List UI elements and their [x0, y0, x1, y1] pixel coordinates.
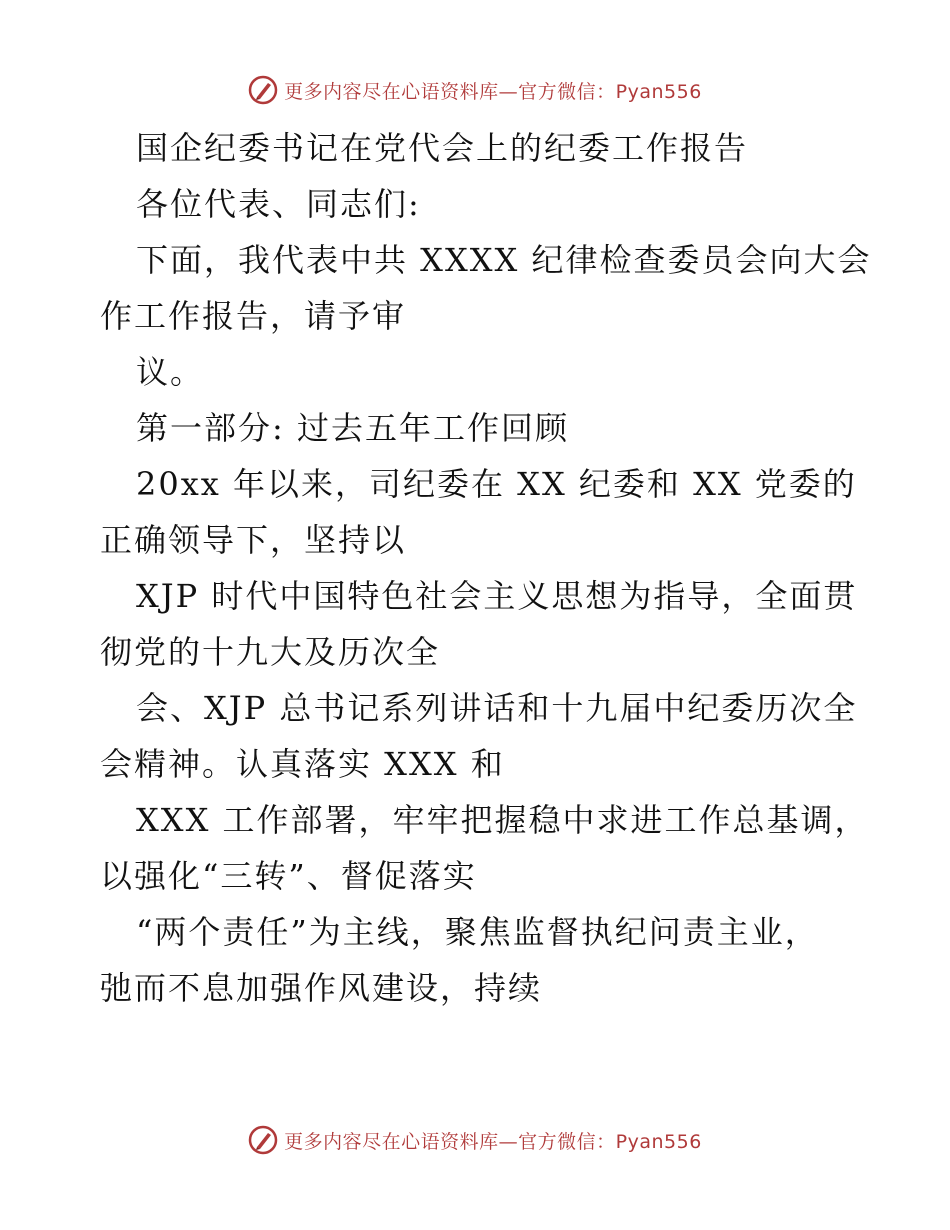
banner-text [284, 77, 702, 104]
doc-line: 会、XJP 总书记系列讲话和十九届中纪委历次全 [136, 689, 858, 727]
doc-line: 国企纪委书记在党代会上的纪委工作报告 [136, 129, 749, 167]
banner-separator: — [498, 1130, 519, 1153]
banner-title: 更多内容尽在心语资料库 [284, 1130, 499, 1153]
banner-separator: — [498, 80, 519, 103]
footer-banner [0, 1120, 950, 1160]
pen-logo-icon [248, 1125, 278, 1155]
pen-logo-icon [248, 75, 278, 105]
doc-line: 以强化“三转”、督促落实 [100, 857, 477, 895]
doc-line: 正确领导下，坚持以 [100, 521, 407, 559]
doc-line: XXX 工作部署，牢牢把握稳中求进工作总基调， [136, 801, 869, 839]
banner-text [284, 1127, 702, 1154]
doc-line: 20xx 年以来，司纪委在 XX 纪委和 XX 党委的 [136, 465, 857, 503]
doc-line: 会精神。认真落实 XXX 和 [100, 745, 505, 783]
banner-title: 更多内容尽在心语资料库 [284, 80, 499, 103]
banner-wechat: 官方微信：Pyan556 [518, 80, 702, 103]
doc-line: “两个责任”为主线，聚焦监督执纪问责主业， [136, 913, 819, 951]
header-banner [0, 70, 950, 110]
doc-line: 第一部分: 过去五年工作回顾 [136, 409, 569, 447]
banner-wechat: 官方微信：Pyan556 [518, 1130, 702, 1153]
doc-line: XJP 时代中国特色社会主义思想为指导，全面贯 [136, 577, 858, 615]
doc-line: 下面，我代表中共 XXXX 纪律检查委员会向大会 [136, 241, 872, 279]
doc-line: 各位代表、同志们: [136, 185, 421, 223]
doc-line: 弛而不息加强作风建设，持续 [100, 969, 543, 1007]
doc-line: 彻党的十九大及历次全 [100, 633, 441, 671]
document-body [100, 120, 872, 1016]
doc-line: 议。 [136, 353, 205, 391]
doc-line: 作工作报告，请予审 [100, 297, 407, 335]
